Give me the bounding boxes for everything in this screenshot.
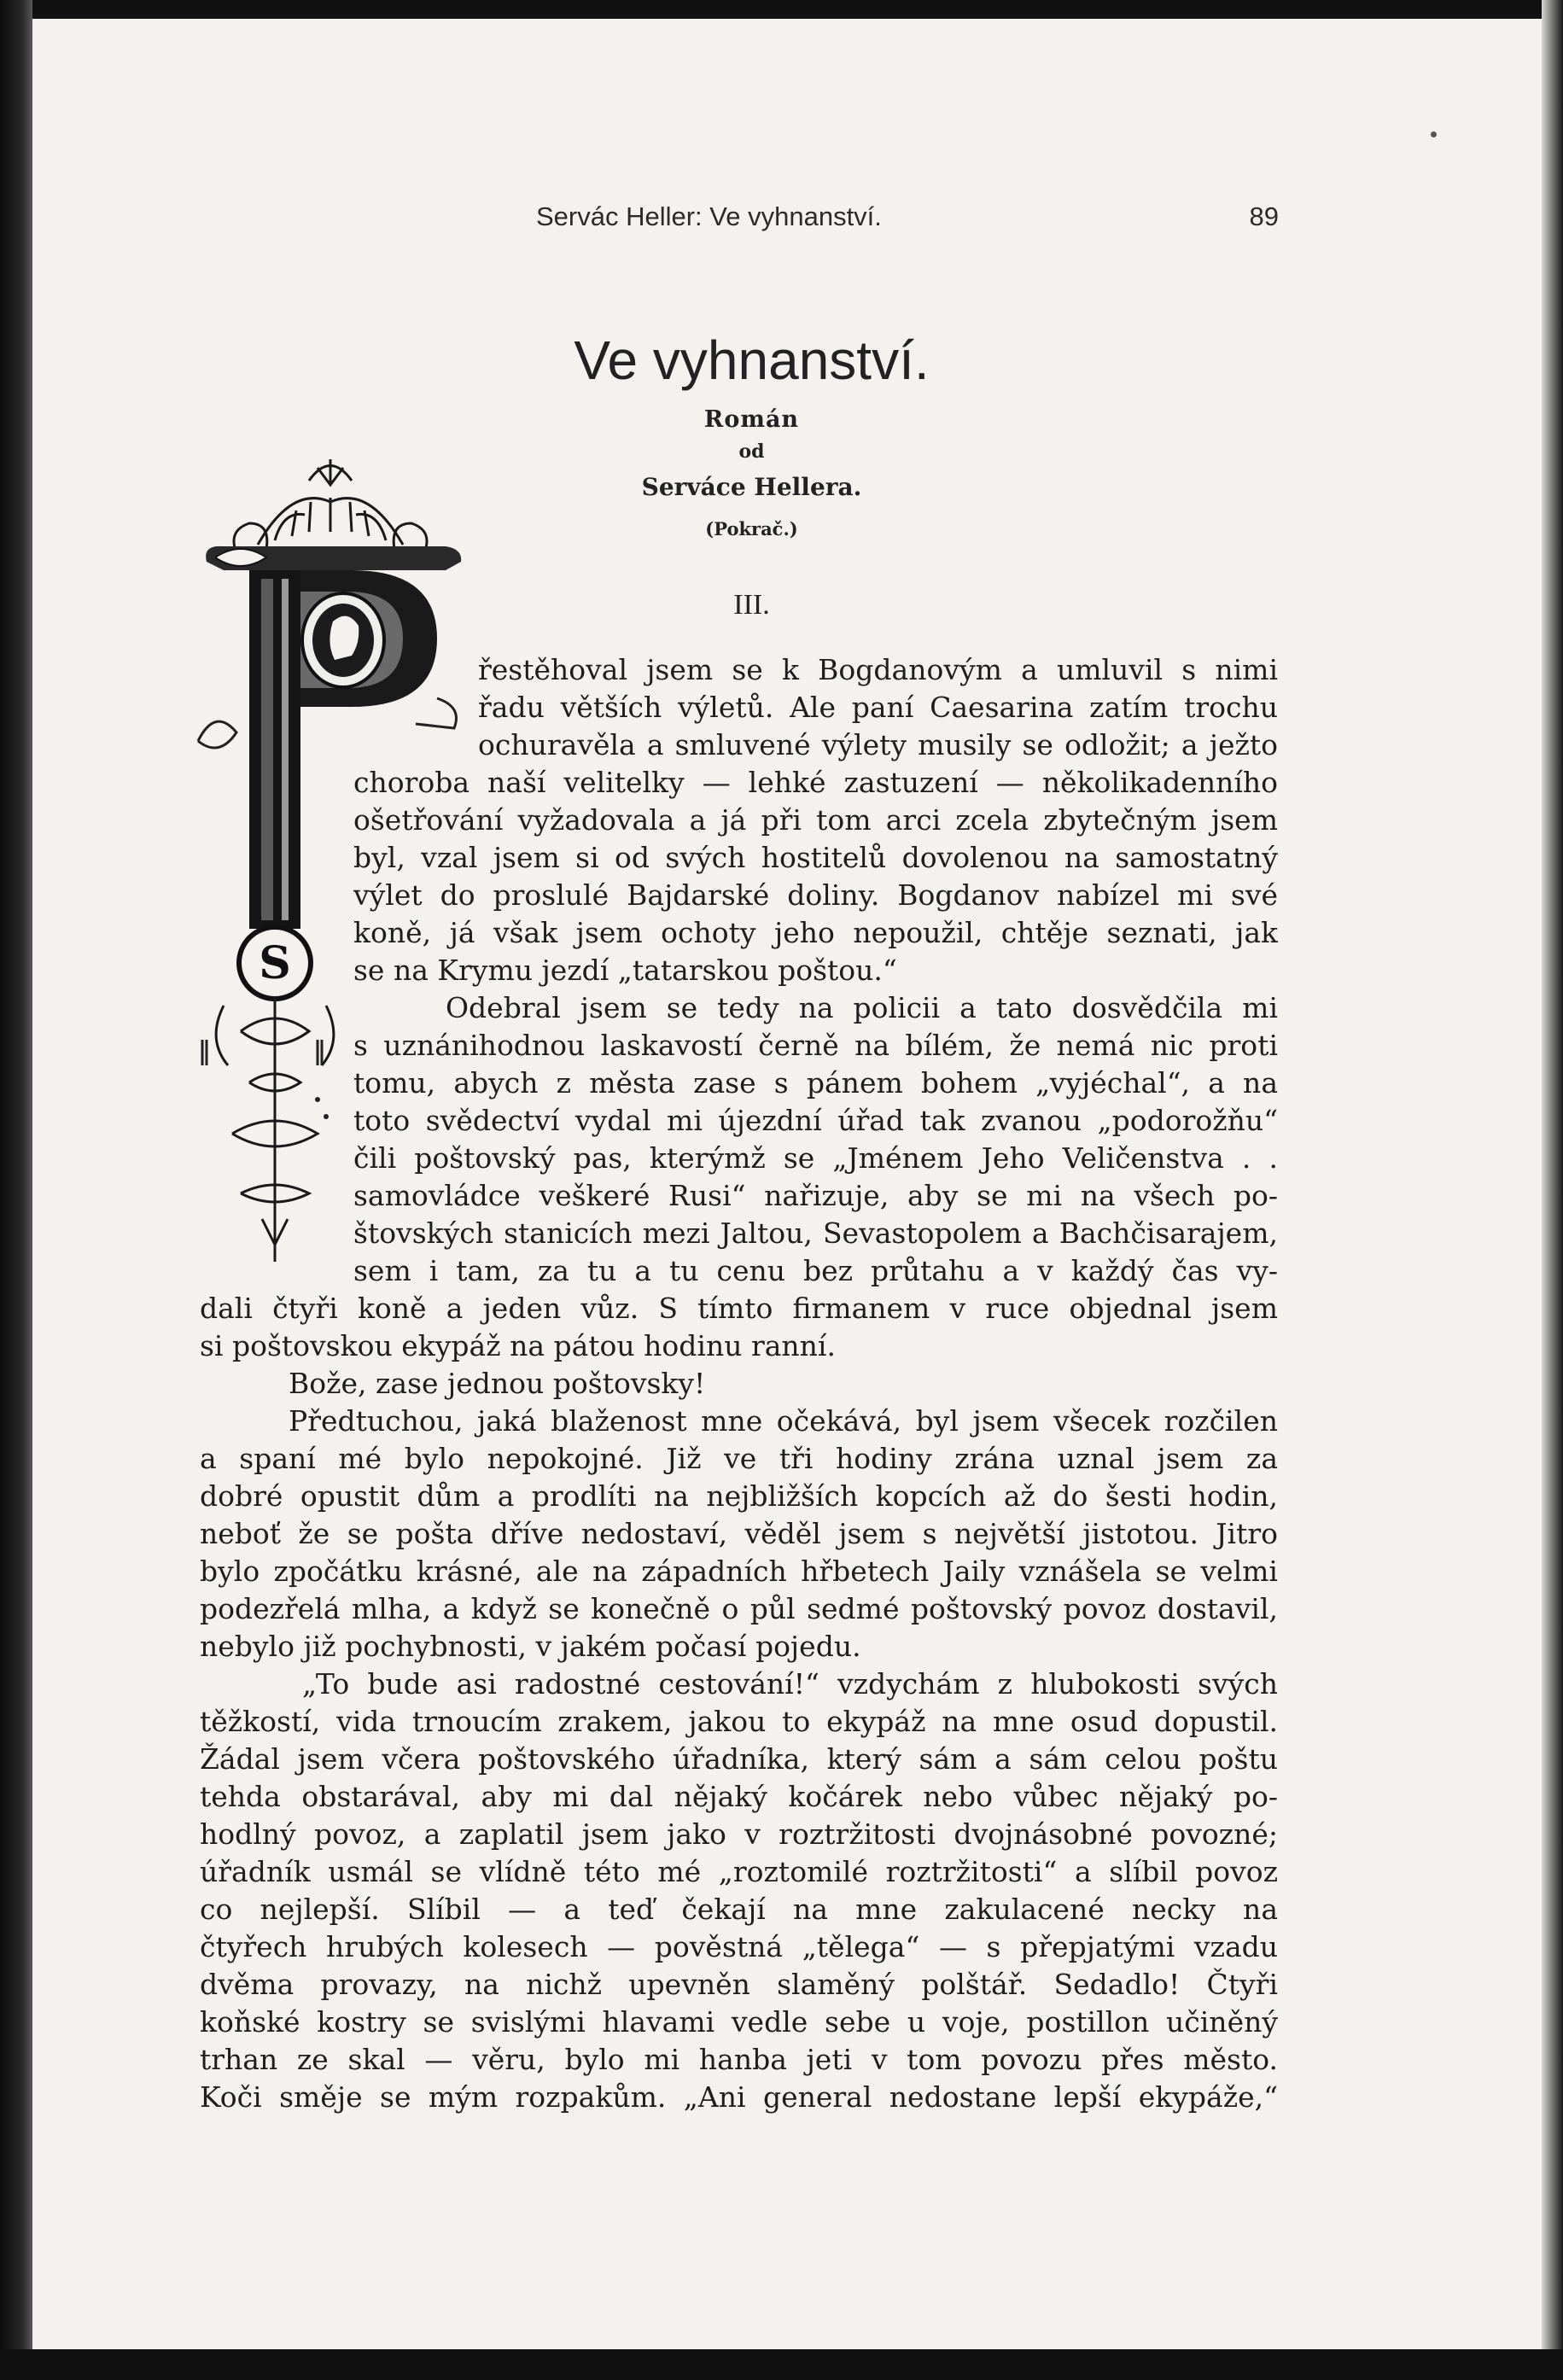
text-line: řadu větších výletů. Ale paní Caesarina zatím trochu	[478, 691, 1278, 724]
text-line: koně, já však jsem ochoty jeho nepoužil, chtěje seznati, jak	[353, 916, 1278, 949]
text-line: byl, vzal jsem si od svých hostitelů dovolenou na samostatný	[353, 841, 1278, 874]
text-line: dobré opustit dům a prodlíti na nejbližších kopcích až do šesti hodin,	[200, 1479, 1278, 1513]
text-line: se na Krymu jezdí „tatarskou poštou.“	[353, 954, 897, 987]
text-line: sem i tam, za tu a tu cenu bez průtahu a v každý čas vy-	[353, 1254, 1278, 1287]
text-line: ošetřování vyžadovala a já při tom arci zcela zbytečným jsem	[353, 803, 1278, 837]
text-line: Koči směje se mým rozpakům. „Ani general nedostane lepší ekypáže,“	[200, 2080, 1278, 2114]
text-line: ochuravěla a smluvené výlety musily se odložit; a ježto	[478, 728, 1278, 761]
text-line: řestěhoval jsem se k Bogdanovým a umluvil s nimi	[478, 653, 1278, 686]
scan-speck	[1431, 131, 1437, 137]
text-line: Žádal jsem včera poštovského úřadníka, který sám a sám celou poštu	[200, 1742, 1278, 1776]
text-line: tomu, abych z města zase s pánem bohem „vyjéchal“, a na	[353, 1066, 1278, 1100]
text-line: neboť že se pošta dříve nedostaví, věděl jsem s největší jistotou. Jitro	[200, 1517, 1278, 1550]
text-line: podezřelá mlha, a když se konečně o půl sedmé poštovský povoz dostavil,	[200, 1592, 1278, 1625]
byline-od: od	[738, 440, 765, 463]
page-number: 89	[1249, 201, 1279, 231]
chapter-title: Ve vyhnanství.	[574, 330, 930, 391]
text-line: dali čtyři koně a jeden vůz. S tímto firmanem v ruce objednal jsem	[200, 1292, 1278, 1325]
text-line: s uznánihodnou laskavostí černě na bílém, že nemá nic proti	[353, 1029, 1278, 1062]
text-line: štovských stanicích mezi Jaltou, Sevastopolem a Bachčisarajem,	[353, 1216, 1278, 1250]
text-line: koňské kostry se svislými hlavami vedle sebe u voje, postillon učiněný	[200, 2005, 1278, 2039]
text-line: choroba naší velitelky — lehké zastuzení — několikadenního	[353, 766, 1278, 799]
text-line: nebylo již pochybnosti, v jakém počasí pojedu.	[200, 1630, 861, 1663]
text-line: dvěma provazy, na nichž upevněn slaměný polštář. Sedadlo! Čtyři	[200, 1968, 1278, 2001]
text-line: čili poštovský pas, kterýmž se „Jménem Jeho Veličenstva . .	[353, 1141, 1278, 1175]
continuation-note: (Pokrač.)	[705, 518, 798, 540]
text-line: těžkostí, vida trnoucím zrakem, jakou to ekypáž na mne osud dopustil.	[200, 1705, 1278, 1738]
text-line: Bože, zase jednou poštovsky!	[289, 1367, 706, 1400]
text-line: úřadník usmál se vlídně této mé „roztomilé roztržitosti“ a slíbil povoz	[200, 1855, 1278, 1888]
text-line: Předtuchou, jaká blaženost mne očekává, byl jsem všecek rozčilen	[289, 1404, 1278, 1438]
text-line: co nejlepší. Slíbil — a teď čekají na mne zakulacené necky na	[200, 1893, 1278, 1926]
text-line: si poštovskou ekypáž na pátou hodinu ranní.	[200, 1329, 836, 1362]
text-line: čtyřech hrubých kolesech — pověstná „tělega“ — s přepjatými vzadu	[200, 1930, 1278, 1963]
text-line: hodlný povoz, a zaplatil jsem jako v roztržitosti dvojnásobné povozné;	[200, 1817, 1278, 1851]
svg-text:S: S	[259, 937, 291, 989]
genre-label: Román	[703, 406, 800, 433]
text-line: výlet do proslulé Bajdarské doliny. Bogdanov nabízel mi své	[353, 878, 1278, 912]
text-line: bylo zpočátku krásné, ale na západních hřbetech Jaily vznášela se velmi	[200, 1555, 1278, 1588]
text-line: toto svědectví vydal mi újezdní úřad tak zvanou „podorožňu“	[353, 1104, 1278, 1137]
text-line: a spaní mé bylo nepokojné. Již ve tři hodiny zrána uznal jsem za	[200, 1442, 1278, 1475]
chapter-number: III.	[733, 589, 770, 621]
text-line: tehda obstarával, aby mi dal nějaký kočárek nebo vůbec nějaký po-	[200, 1780, 1278, 1813]
text-line: trhan ze skal — věru, bylo mi hanba jeti v tom povozu přes město.	[200, 2043, 1278, 2076]
text-line: Odebral jsem se tedy na policii a tato dosvědčila mi	[446, 991, 1278, 1024]
text-line: samovládce veškeré Rusi“ nařizuje, aby se mi na všech po-	[353, 1179, 1278, 1212]
running-head-title: Servác Heller: Ve vyhnanství.	[536, 201, 882, 231]
text-line: „To bude asi radostné cestování!“ vzdychám z hlubokosti svých	[302, 1667, 1278, 1700]
author-name: Serváce Hellera.	[641, 473, 862, 501]
